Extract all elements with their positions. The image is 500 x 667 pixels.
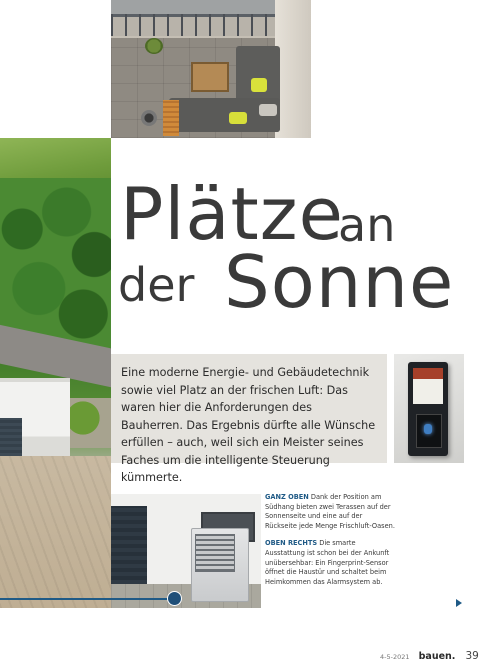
title-word-platze: Plätze [120, 172, 344, 256]
caption-top-label: GANZ OBEN [265, 493, 309, 501]
intro-text: Eine moderne Energie- und Gebäudetechnik sowie viel Platz an der frischen Luft: Das waren hier die Anforderungen des Bauherren. Das Ergebnis dürfte alle Wünsche erfüllen – auch, weil sich ein Meister seines Faches um die intelligente Steuerung kümmerte. [121, 366, 376, 484]
divider-line [0, 598, 176, 600]
heat-pump-photo [111, 494, 261, 608]
caption-top-right [265, 539, 395, 587]
house-landscape-photo [0, 138, 111, 608]
fingerprint-sensor-photo [394, 354, 464, 463]
title-word-der: der [118, 258, 195, 312]
intro-box [111, 354, 387, 484]
magazine-brand: bauen. [418, 651, 456, 662]
title-word-an: an [338, 198, 396, 252]
caption-top [265, 493, 395, 531]
photo-captions [265, 493, 395, 595]
terrace-photo [111, 0, 311, 138]
page-footer [380, 644, 479, 663]
page-number: 39 [465, 650, 479, 662]
next-page-arrow-icon [456, 599, 462, 607]
caption-top-right-label: OBEN RECHTS [265, 539, 318, 548]
caption-top-right-text: Die smarte Ausstattung ist schon bei der Ankunft unübersehbar: Ein Fingerprint-Sensor öffnet die Haustür und schaltet beim Heimkommen das Alarmsystem ab. [265, 539, 390, 586]
issue-date: 4-5-2021 [380, 653, 410, 661]
divider-dot [167, 591, 182, 606]
title-word-sonne: Sonne [224, 240, 455, 324]
caption-top-text: Dank der Position am Südhang bieten zwei Terassen auf der Sonnenseite und eine auf der Rückseite jede Menge Frischluft-Oasen. [265, 493, 395, 530]
